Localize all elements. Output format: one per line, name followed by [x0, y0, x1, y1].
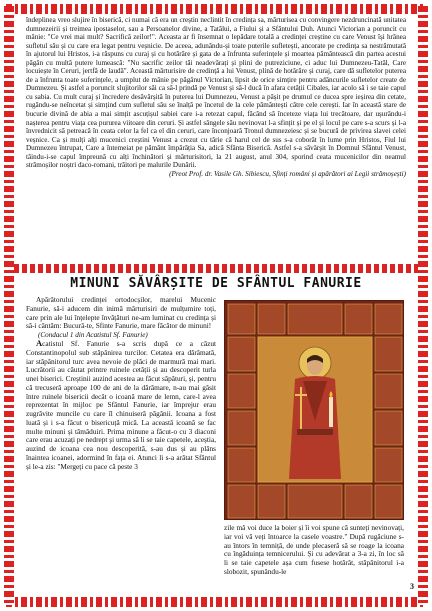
section-divider: [14, 264, 418, 273]
article-right-text: zile mă voi duce la boier și îi voi spune că sunteți nevinovați, iar voi vă veți întoarce la casele voastre." După rugăciune s-au întors în temniță, de unde plecaseră să se roage la icoana cu îngăduința temnicerului. Și cu adevărat a 3-a zi, în loc să li se taie capetele așa cum fusese hotărât, stăpânitorul i-a slobozit, spunându-le: [224, 523, 404, 576]
article-left-body: [26, 339, 216, 471]
drop-cap: A: [36, 338, 43, 348]
saint-fanurie-icon: [225, 301, 404, 520]
page-number: 3: [410, 582, 414, 591]
article-right-body: [224, 524, 404, 577]
border-bottom: [6, 597, 426, 607]
border-left: [4, 6, 14, 605]
border-top: [6, 4, 426, 14]
article-left-text: catistul Sf. Fanurie s-a scris după ce a căzut Constantinopolul sub stăpânirea turcilor. Cetatea era dărâmată, iar stăpânitorul turc avea nevoie de plăci de marmură mai mari. Lucrătorii au căutat printre ruinele cetății și au descoperit turla unei biserici. Creștinii auzind acestea au făcut săpături, și, pentru că trecuseră aproape 100 de ani de la dărâmare, n-au mai găsit între ruinele bisericii decât o icoană mare de lemn, care-l avea reprezentat în mijloc pe Sfântul Fanurie, iar împrejur erau zugrăvite muncile cu care îl chinuiseră păgânii. Icoana a fost luată și i s-a făcut o bisericuță mică. La această icoană se fac multe minuni și tămăduiri. Prima minune a făcut-o cu 3 diaconi care erau acuzați pe nedrept și urma să li se taie capetele, aceștia, auzind de icoana cea nou descoperită, s-au dus și au plâns înaintea icoanei, adormind în fața ei. Atunci li s-a arătat Sfântul și le-a zis: "Mergeți cu pace că peste 3: [26, 339, 217, 471]
article-intro: Apărătorului credinței ortodocșilor, marelui Mucenic Fanurie, să-i aducem din inimă mărturisiri de mulțumire toți, care prin ale lui înțelepte învățături ne-am luminat cu credința și să-i cântăm: Bucură-te, Sfinte Fanurie, mare făcător de minuni!: [26, 295, 216, 331]
article-intro-citation: (Condacul 1 din Acatistul Sf. Fanurie): [38, 331, 148, 339]
top-article-continuation: [26, 16, 406, 178]
article-right-column: [224, 524, 404, 577]
article-title: MINUNI SĂVÂRȘITE DE SFÂNTUL FANURIE: [70, 276, 362, 291]
saint-icon-image: [224, 300, 404, 520]
top-article-body: îndeplinea vreo slujire în biserică, ci numai că era un creștin neclintit în credința sa, mărturisea cu convingere nezdruncinată unitatea dumnezeirii și treimea ipostaselor, sau a Persoanelor divine, a Tatălui, a Fiului și a Sfântului Duh. Atunci Victorian a poruncit cu mânie: "Ce vrei mai mult? Sacrifică zeilor!". Aceasta ar fi însemnat o lepădare totală a credinței creștine cu care Venust își hrănea sufletul său și cu care era legat pentru veșnicie. De aceea, adunându-și toate puterile sufletești, ancorate pe credința sa nestrămutată în ajutorul lui Hristos, i-a răspuns cu curaj și cu hotărâre și gata de a înfrunta suferințele și moartea pământească din partea acestui păgân cu multă putere lumească: "Nu sacrific zeilor tăi neadevărați și plini de putreziciune, ci aduc lui Dumnezeu-Tatăl, Care locuiește în Ceruri, jertfă de laudă". Această mărturisire de credință a lui Venust, plină de hotărâre și curaj, care dă sufletelor puterea de a înfrunta toate suferințele, a umplut de mânie pe păgânul Victorian, lipsit de orice simțire pentru adâncurile sufletelor create de Dumnezeu. Și astfel a poruncit slujitorilor săi ca să-l prindă pe Venust și să-l ducă în afara cetății Cibales, iar acolo să i se taie capul cu sabia. Cu mult curaj și încredere desăvârșită în puterea lui Dumnezeu, Venust a pășit pe drumul ce ducea spre ieșirea din cetate, rugându-se neîncetat și simțind cum sufletul său se înalță pe încetul de la cele pământești către cele cerești. Iar în această stare de bucurie divină de abia a mai simțit ascuțișul sabiei care i-a retezat capul, făcând să înceteze viața lui trecătoare, dar ușurându-i nașterea pentru viața cea pururea viitoare din ceruri. Și astfel sângele său nevinovat l-a sfințit și pe el și locul pe care s-a scurs și l-a învrednicit să petreacă în ceata celor la fel ca el din ceruri, care înconjoară Tronul dumnezeiesc și se bucură de privirea slavei celei veșnice. Ca și mulți alți mucenici creștini Venust a crezut cu tărie că harul cel de sus s-a coborât în lume prin Hristos, Fiul lui Dumnezeu întrupat, Care a întemeiat pe pământ împărăția Sa, adică Sfânta Biserică. Astfel s-a săvârșit în Domnul Sfântul Venust, tăindu-i-se capul împreună cu alți închinători și mărturisitori, la 21 august, anul 304, sporind ceata mucenicilor din neamul strămoșilor noștri daco-romani, trăitori pe malurile Dunării.: [26, 16, 406, 170]
border-right: [418, 6, 428, 605]
top-article-citation: (Preot Prof. dr. Vasile Gh. Sibiescu, Sfinți români și apărători ai Legii strămoșești): [169, 169, 406, 178]
article-left-column: [26, 296, 216, 471]
